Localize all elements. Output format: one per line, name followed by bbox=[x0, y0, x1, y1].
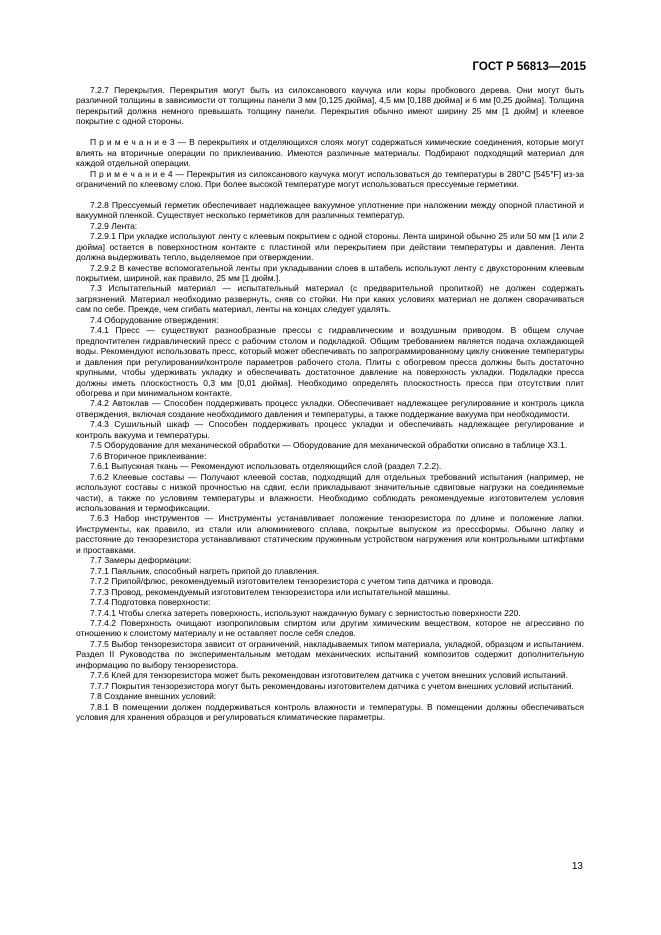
paragraph-7-3: 7.3 Испытательный материал — испытательный материал (с предварительной пропиткой) не должен содержать загрязнений. Материал необходимо развернуть, сняв со стойки. Ни при каких условиях материал не должен сворачиваться сам по себе. Прежде, чем сгибать материал, ленты на концах следует удалять. bbox=[76, 283, 584, 315]
paragraph-7-8: 7.8 Создание внешних условий: bbox=[90, 691, 217, 702]
note-3: П р и м е ч а н и е 3 — В перекрытиях и отделяющихся слоях могут содержаться химические соединения, которые могут влиять на вторичные операции по приклеиванию. Имеются различные материалы. Подбирают подходящий материал для каждой отдельной операции. bbox=[76, 137, 584, 169]
paragraph-7-6: 7.6 Вторичное приклеивание: bbox=[90, 450, 207, 461]
paragraph-7-7-5: 7.7.5 Выбор тензорезистора зависит от ограничений, накладываемых типом материала, укладкой, образцом и испытанием. Раздел II Руководства по экспериментальным методам механических испытаний композитов содержит дополнительную информацию по выбору тензорезистора. bbox=[76, 638, 584, 670]
paragraph-7-4: 7.4 Оборудование отверждения: bbox=[90, 314, 219, 325]
paragraph-7-6-1: 7.6.1 Выпускная ткань — Рекомендуют использовать отделяющийся слой (раздел 7.2.2). bbox=[90, 461, 442, 472]
paragraph-7-4-2: 7.4.2 Автоклав — Способен поддерживать процесс укладки. Обеспечивает надлежащее регулирование и контроль цикла отверждения, включая создание необходимого давления и температуры, а также поддержание вакуума при необходимости. bbox=[76, 398, 584, 419]
paragraph-7-7-4: 7.7.4 Подготовка поверхности: bbox=[90, 597, 211, 608]
note-4: П р и м е ч а н и е 4 — Перекрытия из силоксанового каучука могут использоваться до температуры в 280°С [545°F] из-за ограничений по клеевому слою. При более высокой температуре могут использоваться прессуемые герметики. bbox=[76, 168, 584, 190]
paragraph-7-4-3: 7.4.3 Сушильный шкаф — Способен поддерживать процесс укладки и обеспечивать надлежащее регулирование и контроль вакуума и температуры. bbox=[76, 419, 584, 440]
paragraph-7-2-7: 7.2.7 Перекрытия. Перекрытия могут быть из силоксанового каучука или коры пробкового дерева. Они могут быть различной толщины в зависимости от толщины панели 3 мм [0,125 дюйма], 4,5 мм [0,188 дюйма] и 6 мм [0,25 дюйма]. Толщина перекрытий должна немного превышать толщину панели. Перекрытия обычно имеют ширину 25 мм [1 дюйм] и клеевое покрытие с одной стороны. bbox=[76, 85, 584, 127]
paragraph-7-2-9: 7.2.9 Лента: bbox=[90, 220, 138, 231]
paragraph-7-7-2: 7.7.2 Припой/флюс, рекомендуемый изготовителем тензорезистора с учетом типа датчика и провода. bbox=[90, 576, 494, 587]
paragraph-7-5: 7.5 Оборудование для механической обработки — Оборудование для механической обработки описано в таблице Х3.1. bbox=[90, 440, 568, 451]
paragraph-7-7-1: 7.7.1 Паяльник, способный нагреть припой до плавления. bbox=[90, 565, 320, 576]
paragraph-7-7-7: 7.7.7 Покрытия тензорезистора могут быть рекомендованы изготовителем датчика с учетом внешних условий испытаний. bbox=[90, 680, 574, 691]
document-body bbox=[76, 85, 584, 723]
paragraph-7-7-3: 7.7.3 Провод, рекомендуемый изготовителем тензорезистора или испытательной машины. bbox=[90, 586, 451, 597]
paragraph-7-7-4-1: 7.7.4.1 Чтобы слегка затереть поверхность, используют наждачную бумагу с зернистостью поверхности 220. bbox=[90, 607, 521, 618]
document-code: ГОСТ Р 56813—2015 bbox=[472, 61, 586, 73]
paragraph-7-6-3: 7.6.3 Набор инструментов — Инструменты устанавливает положение тензорезистора по длине и положение лапки. Инструменты, как правило, из стали или алюминиевого сплава, покрытые выпуском из прессформы. Обычно лапку и расстояние до тензорезистора устанавливают статическим пружинным устройством нагружения или контрольными штифтами и проставками. bbox=[76, 513, 584, 555]
paragraph-7-4-1: 7.4.1 Пресс — существуют разнообразные прессы с гидравлическим и воздушным приводом. В общем случае предпочтителен гидравлический пресс с рабочим столом и подкладкой. Общим требованием является подача охлаждающей воды. Рекомендуют использовать пресс, который может обеспечивать по запрограммированному циклу снижение температуры и давления при регулировании/контроле параметров рабочего стола. Плиты с обогревом пресса должны быть достаточно крупными, чтобы удерживать укладку и обеспечивать достаточное давление на поверхность укладки. Подкладки пресса должны иметь плоскостность 0,3 мм [0,01 дюйма]. Необходимо определять плоскостность пресса при отсутствии плит обогрева и при минимальном контакте. bbox=[76, 325, 584, 399]
page-number: 13 bbox=[571, 861, 583, 872]
paragraph-7-7-6: 7.7.6 Клей для тензорезистора может быть рекомендован изготовителем датчика с учетом внешних условий испытаний. bbox=[90, 670, 569, 681]
paragraph-7-2-8: 7.2.8 Прессуемый герметик обеспечивает надлежащее вакуумное уплотнение при наложении между опорной пластиной и вакуумной пленкой. Существует несколько герметиков для различных температур. bbox=[76, 199, 584, 221]
paragraph-7-7: 7.7 Замеры деформации: bbox=[90, 555, 192, 566]
paragraph-7-2-9-1: 7.2.9.1 При укладке используют ленту с клеевым покрытием с одной стороны. Лента шириной обычно 25 или 50 мм [1 или 2 дюйма] остается в поверхностном контакте с пластиной или перекрытием при действии температуры и давления. Лента должна выдерживать тепло, выделяемое при отверждении. bbox=[76, 231, 584, 263]
paragraph-7-6-2: 7.6.2 Клеевые составы — Получают клеевой состав, подходящий для отдельных требований испытания (например, не используют составы с низкой прочностью на сдвиг, если прикладывают значительные сдвиговые нагрузки на соединяемые части), а также по условиям температуры и влажности. Необходимо соблюдать рекомендуемые изготовителем условия использования и термофиксации. bbox=[76, 471, 584, 513]
paragraph-7-8-1: 7.8.1 В помещении должен поддерживаться контроль влажности и температуры. В помещении должны обеспечиваться условия для хранения образцов и регулироваться климатические параметры. bbox=[76, 701, 584, 723]
paragraph-7-2-9-2: 7.2.9.2 В качестве вспомогательной ленты при укладывании слоев в штабель используют ленту с двухсторонним клеевым покрытием, шириной, как правило, 25 мм [1 дюйм.]. bbox=[76, 262, 584, 284]
paragraph-7-7-4-2: 7.7.4.2 Поверхность очищают изопропиловым спиртом или другим химическим веществом, которое не агрессивно по отношению к слоистому материалу и не оставляет после себя следов. bbox=[76, 617, 584, 639]
